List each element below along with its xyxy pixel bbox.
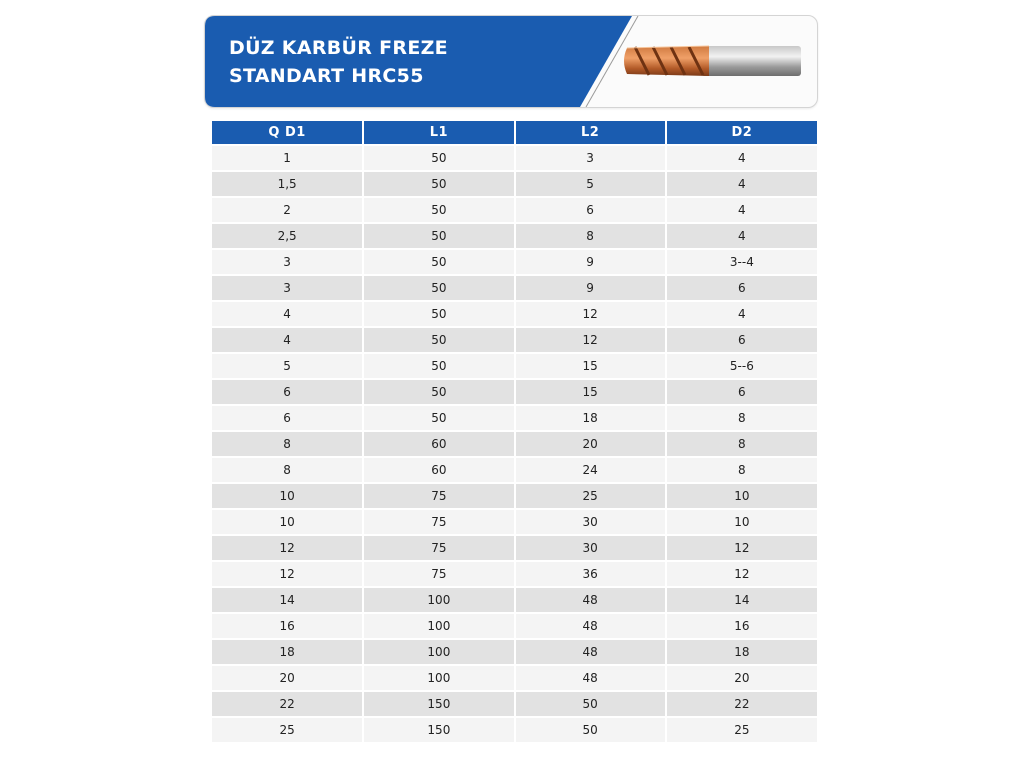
cell-l2: 9: [515, 249, 666, 275]
table-row: [212, 691, 817, 717]
cell-d2: 12: [666, 535, 817, 561]
cell-l2: 30: [515, 535, 666, 561]
table-row: [212, 587, 817, 613]
cell-l2: 20: [515, 431, 666, 457]
table-row: [212, 301, 817, 327]
cell-l1: 50: [363, 197, 514, 223]
table-row: [212, 483, 817, 509]
cell-d2: 6: [666, 379, 817, 405]
cell-d1: 8: [212, 431, 363, 457]
cell-l1: 150: [363, 717, 514, 742]
cell-l1: 50: [363, 171, 514, 197]
cell-l2: 5: [515, 171, 666, 197]
table-row: [212, 561, 817, 587]
cell-l2: 15: [515, 379, 666, 405]
cell-d1: 25: [212, 717, 363, 742]
cell-l1: 50: [363, 275, 514, 301]
cell-l2: 6: [515, 197, 666, 223]
cell-d2: 6: [666, 275, 817, 301]
cell-d1: 2: [212, 197, 363, 223]
cell-l1: 50: [363, 301, 514, 327]
cell-d1: 2,5: [212, 223, 363, 249]
cell-l2: 12: [515, 327, 666, 353]
product-title: DÜZ KARBÜR FREZE: [229, 37, 448, 59]
table-row: [212, 353, 817, 379]
cell-d1: 6: [212, 405, 363, 431]
cell-l1: 75: [363, 561, 514, 587]
cell-l2: 48: [515, 613, 666, 639]
table-row: [212, 275, 817, 301]
carbide-end-mill-icon: [617, 40, 807, 82]
cell-l2: 50: [515, 717, 666, 742]
cell-l1: 60: [363, 457, 514, 483]
cell-d2: 8: [666, 457, 817, 483]
cell-d2: 8: [666, 405, 817, 431]
cell-d2: 4: [666, 171, 817, 197]
dimensions-table-container: [212, 121, 817, 742]
cell-l1: 50: [363, 353, 514, 379]
cell-d2: 3--4: [666, 249, 817, 275]
cell-l1: 50: [363, 405, 514, 431]
cell-l2: 9: [515, 275, 666, 301]
cell-l1: 50: [363, 145, 514, 171]
cell-d1: 4: [212, 301, 363, 327]
cell-d1: 12: [212, 535, 363, 561]
cell-l1: 75: [363, 509, 514, 535]
table-row: [212, 717, 817, 742]
cell-d2: 6: [666, 327, 817, 353]
table-body: [212, 145, 817, 742]
cell-l2: 36: [515, 561, 666, 587]
cell-d1: 14: [212, 587, 363, 613]
table-row: [212, 639, 817, 665]
cell-l2: 30: [515, 509, 666, 535]
cell-l2: 8: [515, 223, 666, 249]
table-row: [212, 665, 817, 691]
cell-l1: 100: [363, 613, 514, 639]
cell-d2: 4: [666, 301, 817, 327]
column-header-l2: L2: [515, 121, 666, 145]
cell-d2: 5--6: [666, 353, 817, 379]
cell-l1: 150: [363, 691, 514, 717]
cell-l1: 50: [363, 249, 514, 275]
cell-d1: 16: [212, 613, 363, 639]
cell-l2: 25: [515, 483, 666, 509]
table-header-row: [212, 121, 817, 145]
cell-l2: 18: [515, 405, 666, 431]
cell-l1: 50: [363, 223, 514, 249]
table-row: [212, 613, 817, 639]
cell-l1: 75: [363, 483, 514, 509]
cell-d2: 10: [666, 483, 817, 509]
table-row: [212, 327, 817, 353]
cell-l1: 75: [363, 535, 514, 561]
cell-d2: 12: [666, 561, 817, 587]
cell-l1: 100: [363, 639, 514, 665]
cell-d1: 1,5: [212, 171, 363, 197]
cell-d1: 12: [212, 561, 363, 587]
cell-d2: 8: [666, 431, 817, 457]
column-header-l1: L1: [363, 121, 514, 145]
cell-l1: 50: [363, 327, 514, 353]
cell-d1: 10: [212, 509, 363, 535]
table-row: [212, 197, 817, 223]
cell-d1: 4: [212, 327, 363, 353]
cell-l2: 24: [515, 457, 666, 483]
cell-d2: 4: [666, 223, 817, 249]
table-row: [212, 509, 817, 535]
cell-d2: 25: [666, 717, 817, 742]
cell-d1: 20: [212, 665, 363, 691]
table-row: [212, 405, 817, 431]
table-row: [212, 379, 817, 405]
cell-d1: 3: [212, 275, 363, 301]
cell-d1: 6: [212, 379, 363, 405]
cell-d2: 4: [666, 197, 817, 223]
table-row: [212, 145, 817, 171]
cell-d2: 16: [666, 613, 817, 639]
cell-l1: 100: [363, 665, 514, 691]
cell-l1: 100: [363, 587, 514, 613]
cell-l2: 3: [515, 145, 666, 171]
cell-d1: 18: [212, 639, 363, 665]
product-header-card: [204, 15, 818, 108]
table-row: [212, 431, 817, 457]
cell-d2: 20: [666, 665, 817, 691]
dimensions-table: [212, 121, 817, 742]
cell-d2: 14: [666, 587, 817, 613]
cell-d1: 8: [212, 457, 363, 483]
cell-d2: 22: [666, 691, 817, 717]
cell-l1: 50: [363, 379, 514, 405]
cell-d2: 10: [666, 509, 817, 535]
cell-l1: 60: [363, 431, 514, 457]
cell-d2: 18: [666, 639, 817, 665]
column-header-d1: Q D1: [212, 121, 363, 145]
cell-l2: 48: [515, 665, 666, 691]
cell-d1: 22: [212, 691, 363, 717]
cell-l2: 48: [515, 639, 666, 665]
column-header-d2: D2: [666, 121, 817, 145]
cell-l2: 48: [515, 587, 666, 613]
table-row: [212, 249, 817, 275]
table-row: [212, 171, 817, 197]
cell-l2: 12: [515, 301, 666, 327]
cell-d1: 5: [212, 353, 363, 379]
cell-d1: 1: [212, 145, 363, 171]
cell-d1: 10: [212, 483, 363, 509]
table-row: [212, 223, 817, 249]
cell-l2: 15: [515, 353, 666, 379]
product-subtitle: STANDART HRC55: [229, 65, 424, 87]
table-row: [212, 535, 817, 561]
cell-l2: 50: [515, 691, 666, 717]
table-row: [212, 457, 817, 483]
cell-d1: 3: [212, 249, 363, 275]
cell-d2: 4: [666, 145, 817, 171]
